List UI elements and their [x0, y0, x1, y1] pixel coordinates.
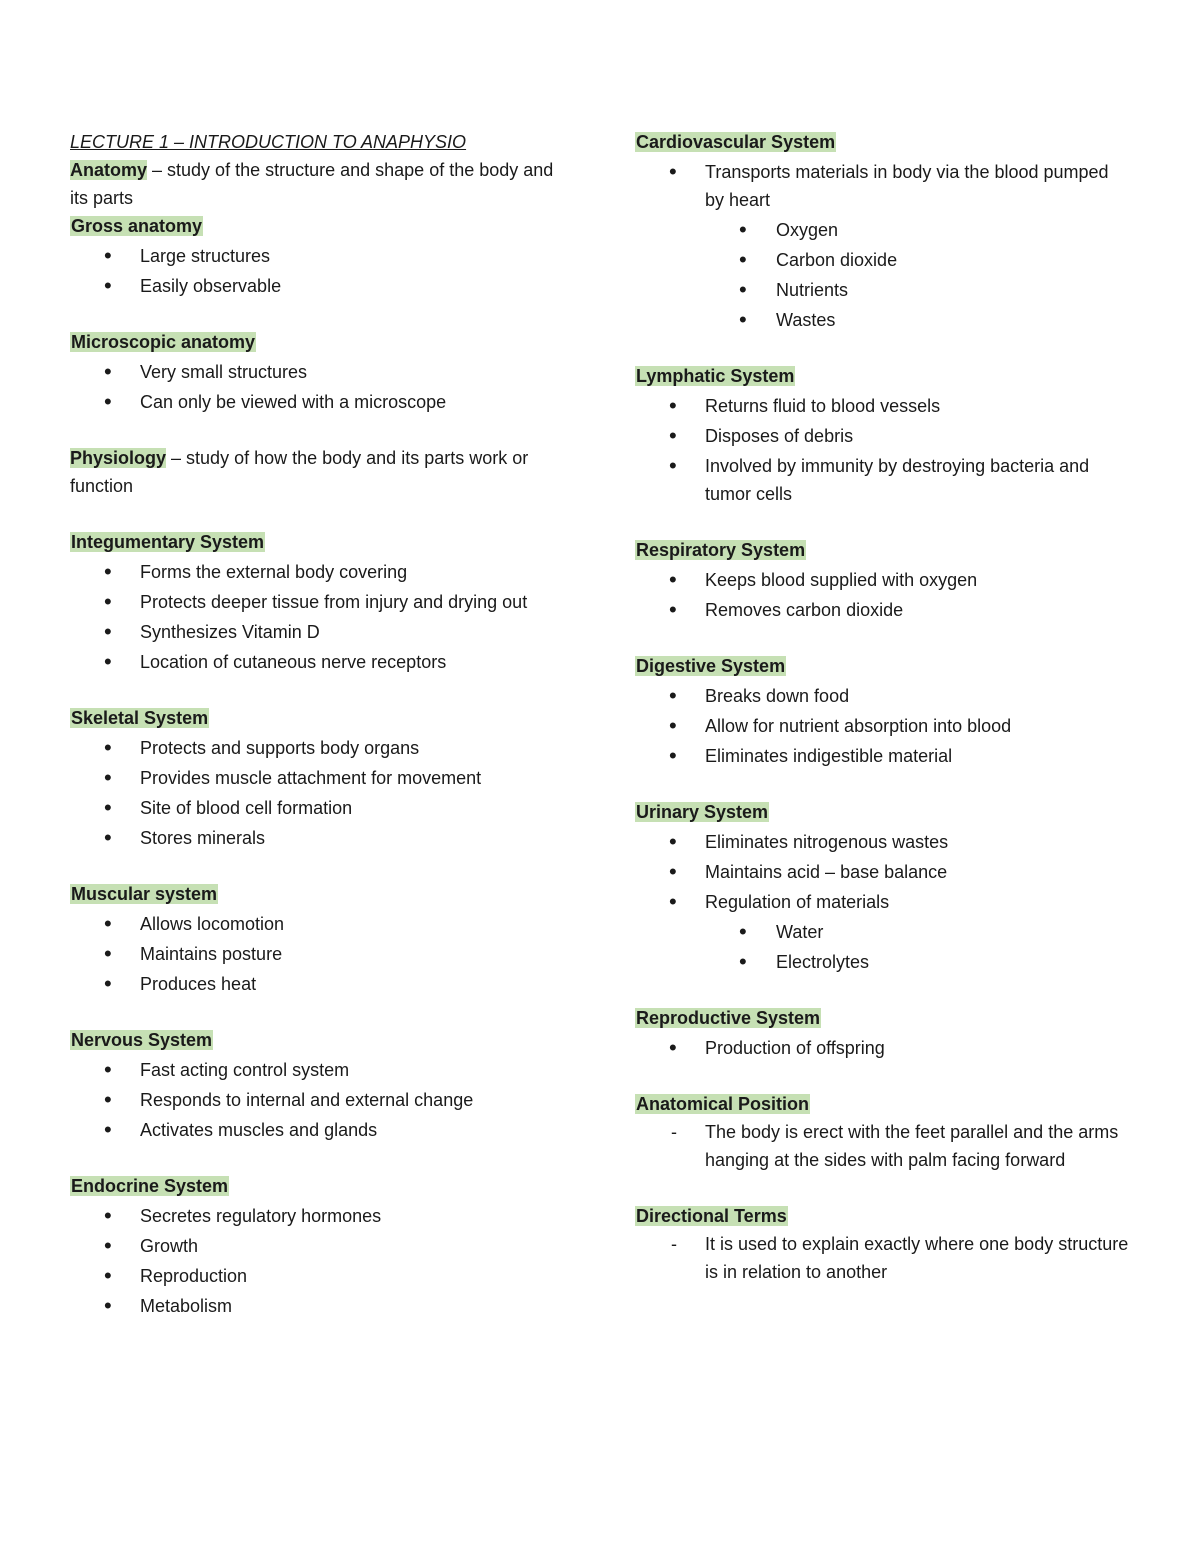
gross-anatomy-section	[70, 212, 570, 300]
list-item: • Allow for nutrient absorption into blood	[635, 712, 1130, 740]
list-item: • Production of offspring	[635, 1034, 1130, 1062]
section-heading: Muscular system	[71, 884, 218, 904]
list-item: • Allows locomotion	[70, 910, 570, 938]
sub-list-item: • Nutrients	[635, 276, 1130, 304]
list-item: • Protects and supports body organs	[70, 734, 570, 762]
lecture-title: LECTURE 1 – INTRODUCTION TO ANAPHYSIO	[70, 132, 467, 152]
right-column	[635, 128, 1130, 1314]
section-heading: Nervous System	[71, 1030, 213, 1050]
urinary-section	[635, 798, 1130, 976]
bullet-list	[70, 1202, 570, 1320]
list-item: • Fast acting control system	[70, 1056, 570, 1084]
bullet-list	[70, 558, 570, 676]
list-item: • Metabolism	[70, 1292, 570, 1320]
bullet-list	[635, 1034, 1130, 1062]
list-item: • Keeps blood supplied with oxygen	[635, 566, 1130, 594]
anatomy-term: Anatomy	[70, 160, 148, 180]
sub-list-item: • Carbon dioxide	[635, 246, 1130, 274]
list-item: • Maintains acid – base balance	[635, 858, 1130, 886]
reproductive-section	[635, 1004, 1130, 1062]
list-item: • Protects deeper tissue from injury and drying out	[70, 588, 570, 616]
list-item: • Maintains posture	[70, 940, 570, 968]
list-item: • Activates muscles and glands	[70, 1116, 570, 1144]
dash-list	[635, 1230, 1130, 1286]
sub-bullet-list	[635, 918, 1130, 976]
directional-terms-section	[635, 1202, 1130, 1286]
list-item: • Synthesizes Vitamin D	[70, 618, 570, 646]
bullet-list	[635, 392, 1130, 508]
list-item: • Involved by immunity by destroying bacteria and tumor cells	[635, 452, 1130, 508]
sub-list-item: • Wastes	[635, 306, 1130, 334]
list-item: • Forms the external body covering	[70, 558, 570, 586]
sub-list-item: • Water	[635, 918, 1130, 946]
integumentary-section	[70, 528, 570, 676]
list-item: • Eliminates nitrogenous wastes	[635, 828, 1130, 856]
bullet-list	[70, 1056, 570, 1144]
section-heading: Gross anatomy	[71, 216, 203, 236]
list-item: • Site of blood cell formation	[70, 794, 570, 822]
sub-bullet-list	[635, 216, 1130, 334]
endocrine-section	[70, 1172, 570, 1320]
list-item: • Disposes of debris	[635, 422, 1130, 450]
list-item: • Secretes regulatory hormones	[70, 1202, 570, 1230]
skeletal-section	[70, 704, 570, 852]
list-item: • Large structures	[70, 242, 570, 270]
anatomy-definition	[70, 156, 570, 212]
section-heading: Lymphatic System	[636, 366, 795, 386]
section-heading: Integumentary System	[71, 532, 265, 552]
list-item: • Easily observable	[70, 272, 570, 300]
list-item: • Reproduction	[70, 1262, 570, 1290]
section-heading: Cardiovascular System	[636, 132, 836, 152]
cardiovascular-section	[635, 128, 1130, 334]
anatomical-position-section	[635, 1090, 1130, 1174]
bullet-list	[70, 242, 570, 300]
sub-list-item: • Electrolytes	[635, 948, 1130, 976]
section-heading: Respiratory System	[636, 540, 806, 560]
list-item: • Responds to internal and external change	[70, 1086, 570, 1114]
digestive-section	[635, 652, 1130, 770]
bullet-list	[70, 910, 570, 998]
list-item: • Transports materials in body via the blood pumped by heart	[635, 158, 1130, 214]
bullet-list	[70, 734, 570, 852]
list-item: • Returns fluid to blood vessels	[635, 392, 1130, 420]
physiology-def: – study of how the body and its parts work or function	[70, 448, 529, 496]
list-item: • Location of cutaneous nerve receptors	[70, 648, 570, 676]
bullet-list	[635, 566, 1130, 624]
section-heading: Anatomical Position	[636, 1094, 810, 1114]
lymphatic-section	[635, 362, 1130, 508]
muscular-section	[70, 880, 570, 998]
bullet-list	[70, 358, 570, 416]
section-heading: Skeletal System	[71, 708, 209, 728]
list-item: • Removes carbon dioxide	[635, 596, 1130, 624]
anatomy-def: – study of the structure and shape of the body and its parts	[70, 160, 554, 208]
list-item: - The body is erect with the feet parallel and the arms hanging at the sides with palm facing forward	[635, 1118, 1130, 1174]
list-item: - It is used to explain exactly where one body structure is in relation to another	[635, 1230, 1130, 1286]
list-item: • Eliminates indigestible material	[635, 742, 1130, 770]
sub-list-item: • Oxygen	[635, 216, 1130, 244]
list-item: • Regulation of materials	[635, 888, 1130, 916]
physiology-definition	[70, 444, 570, 500]
list-item: • Breaks down food	[635, 682, 1130, 710]
physiology-term: Physiology	[70, 448, 167, 468]
list-item: • Produces heat	[70, 970, 570, 998]
nervous-section	[70, 1026, 570, 1144]
list-item: • Growth	[70, 1232, 570, 1260]
section-heading: Digestive System	[636, 656, 786, 676]
section-heading: Directional Terms	[636, 1206, 787, 1226]
bullet-list	[635, 828, 1130, 916]
section-heading: Reproductive System	[636, 1008, 821, 1028]
section-heading: Endocrine System	[71, 1176, 229, 1196]
physiology-section	[70, 444, 570, 500]
respiratory-section	[635, 536, 1130, 624]
microscopic-anatomy-section	[70, 328, 570, 416]
list-item: • Provides muscle attachment for movement	[70, 764, 570, 792]
list-item: • Can only be viewed with a microscope	[70, 388, 570, 416]
list-item: • Stores minerals	[70, 824, 570, 852]
section-heading: Microscopic anatomy	[71, 332, 256, 352]
section-heading: Urinary System	[636, 802, 769, 822]
dash-list	[635, 1118, 1130, 1174]
left-column	[70, 128, 570, 1348]
list-item: • Very small structures	[70, 358, 570, 386]
bullet-list	[635, 158, 1130, 214]
bullet-list	[635, 682, 1130, 770]
